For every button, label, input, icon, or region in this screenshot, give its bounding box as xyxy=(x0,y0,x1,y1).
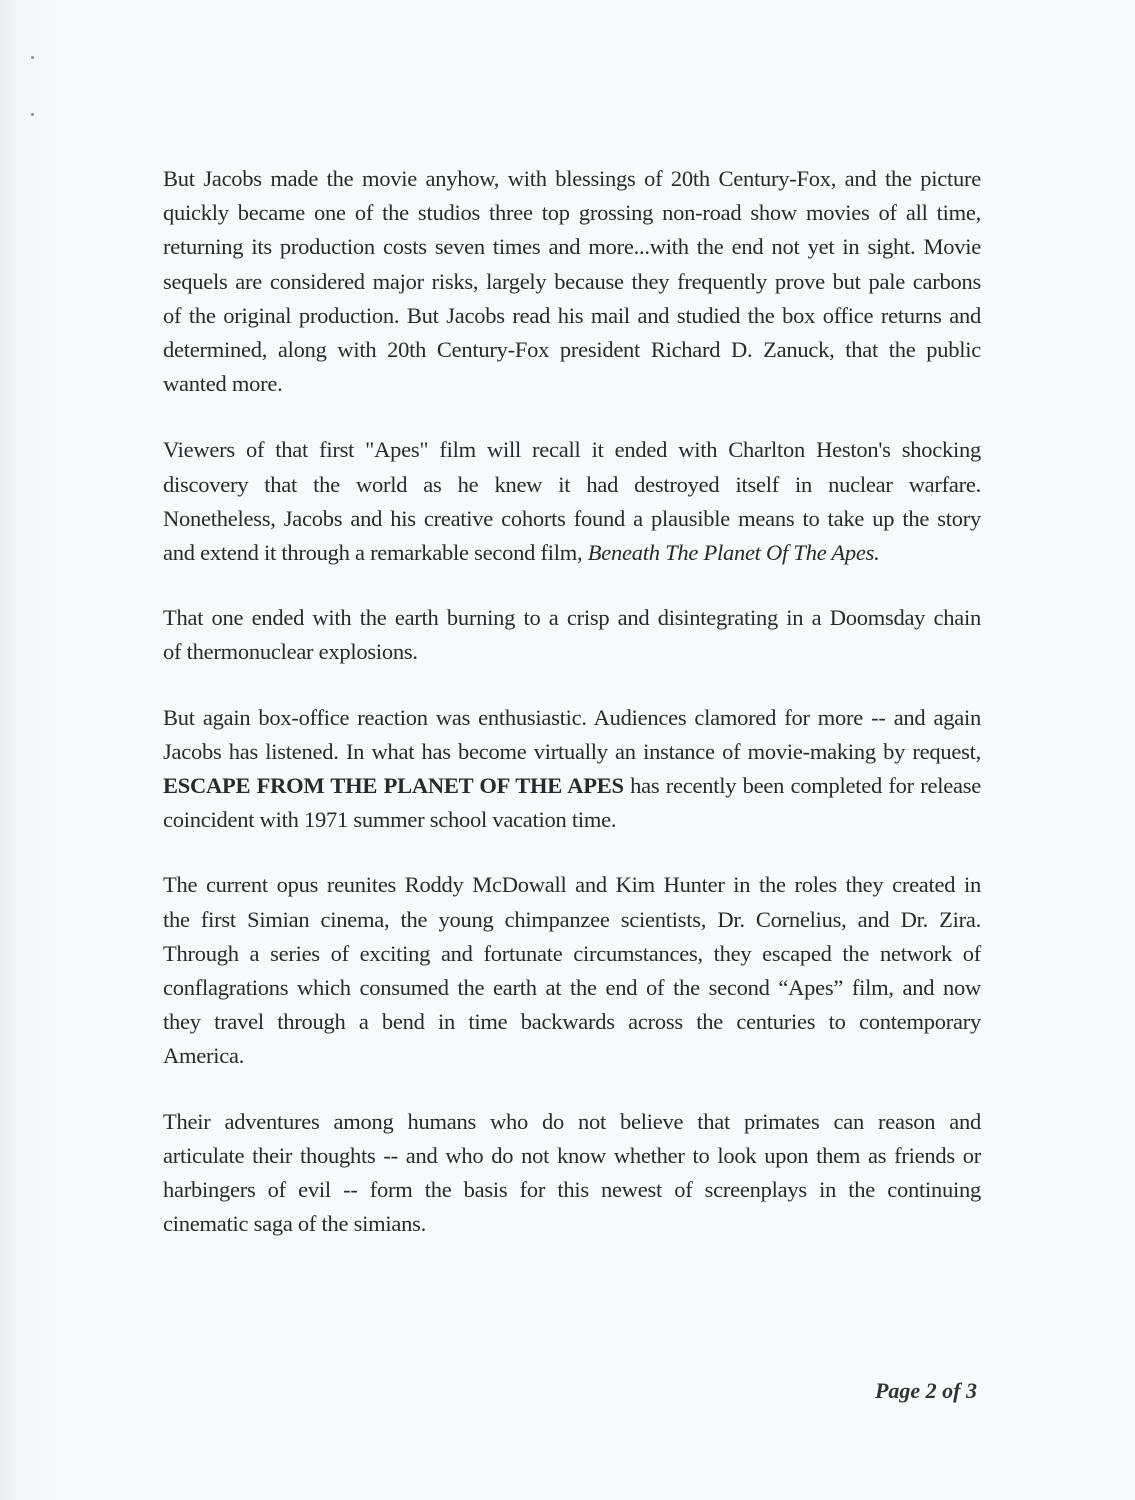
text-line: That one ended with the earth burning to a crisp and disintegrating in a Doomsday chain xyxy=(163,605,981,631)
text-line: conflagrations which consumed the earth at the end of the second “Apes” film, and now xyxy=(163,975,981,1001)
text-line: harbingers of evil -- form the basis for this newest of screenplays in the continuing xyxy=(163,1177,981,1203)
film-title-italic: Beneath The Planet Of The Apes. xyxy=(587,540,880,566)
text-line: sequels are considered major risks, largely because they frequently prove but pale carbons xyxy=(163,268,981,294)
text-fragment: has recently been completed for release xyxy=(623,773,981,799)
text-line: articulate their thoughts -- and who do not know whether to look upon them as friends or xyxy=(163,1142,981,1168)
text-line: But Jacobs made the movie anyhow, with blessings of 20th Century-Fox, and the picture xyxy=(163,166,981,191)
paragraph-adventures xyxy=(163,1105,981,1242)
text-line: Nonetheless, Jacobs and his creative cohorts found a plausible means to take up the story xyxy=(163,505,981,531)
paragraph-plot xyxy=(163,868,981,1073)
text-line: The current opus reunites Roddy McDowall and Kim Hunter in the roles they created in xyxy=(163,872,981,898)
text-line xyxy=(163,769,981,803)
film-title-bold: ESCAPE FROM THE PLANET OF THE APES xyxy=(163,773,624,799)
text-line xyxy=(163,536,981,570)
text-line: quickly became one of the studios three top grossing non-road show movies of all time, xyxy=(163,200,981,226)
text-line: the first Simian cinema, the young chimpanzee scientists, Dr. Cornelius, and Dr. Zira. xyxy=(163,906,981,932)
text-line: America. xyxy=(163,1043,245,1069)
paragraph-first-film xyxy=(163,433,981,570)
paragraph-third-film xyxy=(163,701,981,838)
page-number: Page 2 of 3 xyxy=(874,1378,977,1403)
paragraph-second-film xyxy=(163,601,981,669)
text-line: Through a series of exciting and fortunate circumstances, they escaped the network of xyxy=(163,940,981,966)
scan-speck xyxy=(31,113,34,116)
text-fragment: and extend it through a remarkable second film, xyxy=(163,540,588,566)
text-line: they travel through a bend in time backwards across the centuries to contemporary xyxy=(163,1009,981,1035)
text-line: But again box-office reaction was enthusiastic. Audiences clamored for more -- and again xyxy=(163,704,981,730)
text-line: wanted more. xyxy=(163,371,283,397)
text-line: Jacobs has listened. In what has become virtually an instance of movie-making by request, xyxy=(163,738,981,764)
text-line: discovery that the world as he knew it had destroyed itself in nuclear warfare. xyxy=(163,471,981,497)
text-line: Their adventures among humans who do not believe that primates can reason and xyxy=(163,1108,981,1134)
scan-speck xyxy=(31,56,34,59)
text-line: coincident with 1971 summer school vacation time. xyxy=(163,807,617,833)
paragraph-sequel-history xyxy=(163,162,981,401)
text-line: of thermonuclear explosions. xyxy=(163,639,418,665)
text-line: of the original production. But Jacobs read his mail and studied the box office returns and xyxy=(163,302,981,328)
document-body xyxy=(163,162,981,1272)
text-line: determined, along with 20th Century-Fox president Richard D. Zanuck, that the public xyxy=(163,337,981,363)
text-line: cinematic saga of the simians. xyxy=(163,1211,427,1237)
text-line: Viewers of that first "Apes" film will recall it ended with Charlton Heston's shocking xyxy=(163,437,981,463)
text-line: returning its production costs seven times and more...with the end not yet in sight. Movie xyxy=(163,234,981,260)
